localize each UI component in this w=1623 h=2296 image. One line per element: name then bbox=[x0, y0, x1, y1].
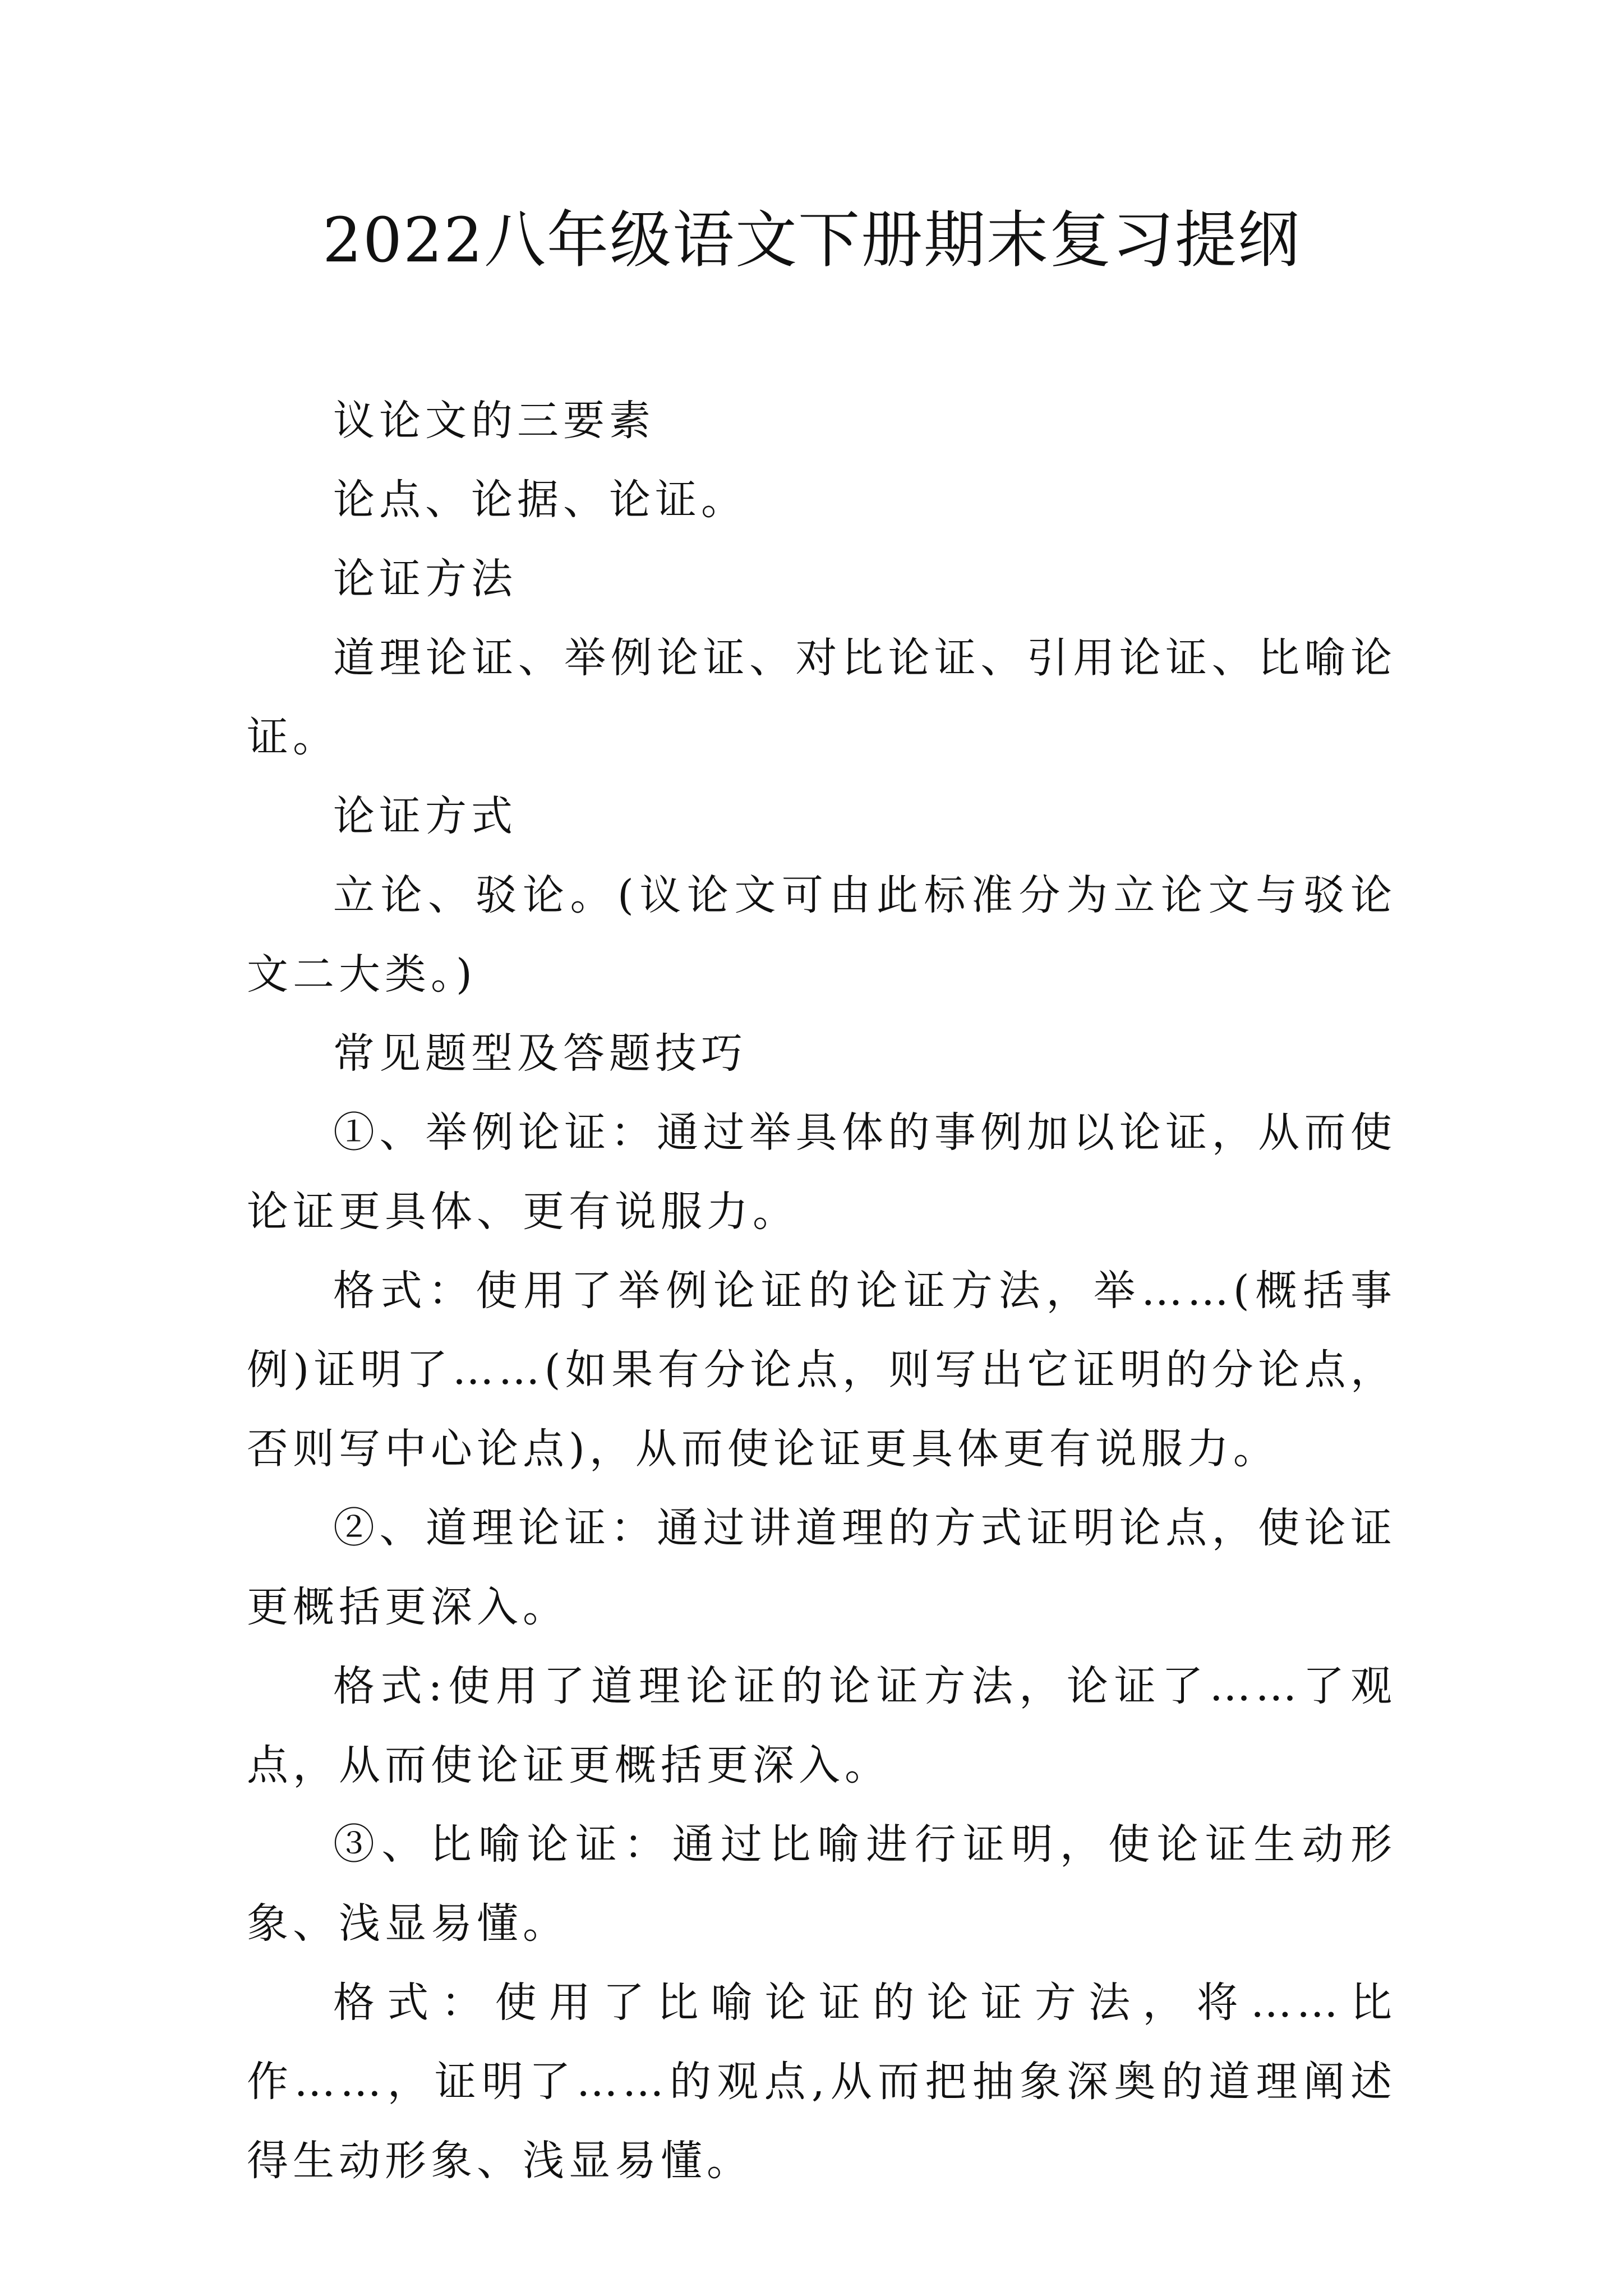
paragraph-argument-elements-heading: 议论文的三要素 bbox=[333, 397, 655, 445]
paragraph-argument-methods: 道理论证、举例论证、对比论证、引用论证、比喻论证。 bbox=[247, 634, 1396, 761]
paragraph-question-types-heading: 常见题型及答题技巧 bbox=[333, 1029, 747, 1078]
paragraph-argument-methods-heading: 论证方法 bbox=[333, 555, 517, 603]
document-title: 2022八年级语文下册期末复习提纲 bbox=[322, 204, 1301, 276]
paragraph-reasoning-argument: ②、道理论证：通过讲道理的方式证明论点，使论证更概括更深入。 bbox=[247, 1504, 1396, 1631]
paragraph-reasoning-format: 格式:使用了道理论证的论证方法，论证了……了观点，从而使论证更概括更深入。 bbox=[247, 1662, 1396, 1789]
paragraph-metaphor-format: 格式：使用了比喻论证的论证方法，将……比作……，证明了……的观点,从而把抽象深奥的道理阐述得生动形象、浅显易懂。 bbox=[247, 1978, 1396, 2185]
paragraph-argument-elements: 论点、论据、论证。 bbox=[333, 476, 747, 524]
paragraph-argument-modes-heading: 论证方式 bbox=[333, 792, 517, 840]
paragraph-example-argument: ①、举例论证：通过举具体的事例加以论证，从而使论证更具体、更有说服力。 bbox=[247, 1108, 1396, 1236]
paragraph-metaphor-argument: ③、比喻论证：通过比喻进行证明，使论证生动形象、浅显易懂。 bbox=[247, 1820, 1396, 1948]
document-body bbox=[247, 381, 1396, 2201]
paragraph-example-format: 格式：使用了举例论证的论证方法，举……(概括事例)证明了……(如果有分论点，则写出它证明的分论点，否则写中心论点)，从而使论证更具体更有说服力。 bbox=[247, 1267, 1396, 1473]
paragraph-argument-modes: 立论、驳论。(议论文可由此标准分为立论文与驳论文二大类。) bbox=[247, 871, 1396, 999]
